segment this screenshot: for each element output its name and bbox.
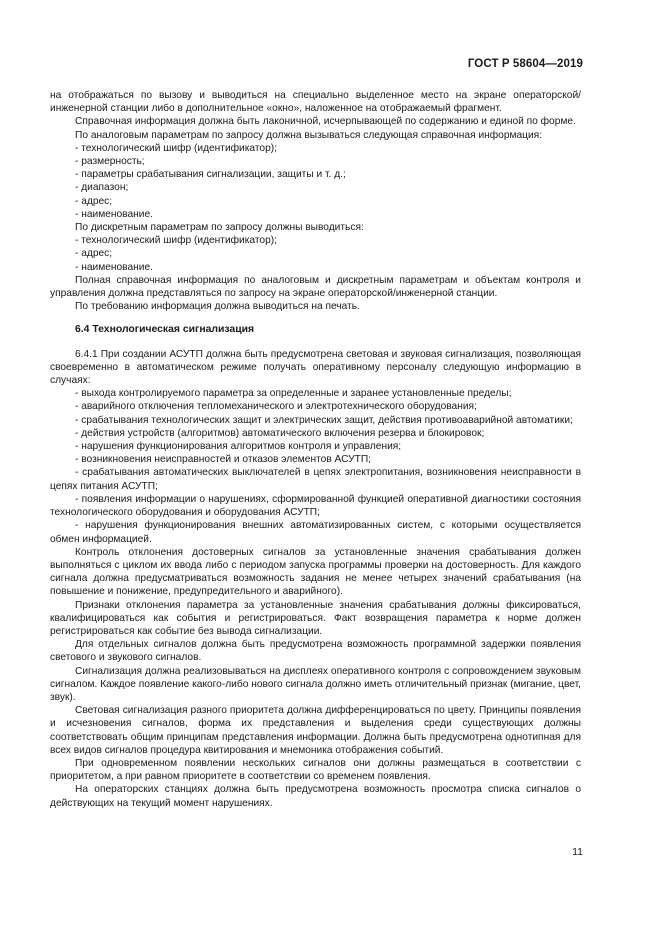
list-item: - наименование. [75, 261, 153, 273]
page-number: 11 [572, 846, 583, 858]
section-block [50, 348, 581, 810]
paragraph: Контроль отклонения достоверных сигналов за установленные значения срабатывания должен выполняться с циклом их ввода либо с периодом запуска программы проверки на достоверность. Для каждого сигнала должна предусматриваться возможность задания не менее четырех значений срабатывания (на повышение и понижение, предупредительного и аварийного). [50, 546, 581, 598]
list-item: - возникновения неисправностей и отказов элементов АСУТП; [75, 454, 371, 466]
list-item: - появления информации о нарушениях, сформированной функцией оперативной диагностики состояния технологического оборудования и оборудования АСУТП; [50, 493, 581, 519]
intro-block [50, 89, 581, 313]
paragraph: На операторских станциях должна быть предусмотрена возможность просмотра списка сигналов о действующих на текущий момент нарушениях. [50, 784, 581, 809]
paragraph: Световая сигнализация разного приоритета должна дифференцироваться по цвету. Принципы появления и исчезновения сигналов, форма их представления и выделения среди существующих должны соответствовать общим принципам представления информации. Должна быть предусмотрена однотипная для всех видов сигналов процедура квитирования и мнемоника отображения событий. [50, 705, 581, 756]
list-item: - параметры срабатывания сигнализации, защиты и т. д.; [75, 169, 346, 181]
list-item: - диапазон; [75, 182, 129, 194]
list-item: - выхода контролируемого параметра за определенные и заранее установленные пределы; [75, 388, 512, 400]
paragraph: При одновременном появлении нескольких сигналов они должны размещаться в соответствии с приоритетом, а при равном приоритете в соответствии со временем появления. [50, 757, 581, 783]
list-item: - технологический шифр (идентификатор); [75, 235, 277, 247]
list-item: - нарушения функционирования внешних автоматизированных систем, с которыми осуществляется обмен информацией. [50, 520, 581, 545]
list-item: - наименование. [75, 208, 153, 220]
list-item: - технологический шифр (идентификатор); [75, 142, 277, 154]
section-title: 6.4 Технологическая сигнализация [75, 324, 255, 336]
list-item: - аварийного отключения тепломеханического и электротехнического оборудования; [75, 401, 477, 413]
paragraph: Сигнализация должна реализовываться на дисплеях оперативного контроля с сопровождением звуковым сигналом. Каждое появление какого-либо нового сигнала должно иметь отличительный признак (мигание, цвет, звук). [50, 665, 581, 703]
list-item: - адрес; [75, 248, 113, 260]
paragraph: Для отдельных сигналов должна быть предусмотрена возможность программной задержки появления светового и звукового сигналов. [50, 639, 581, 664]
list-item: - нарушения функционирования алгоритмов контроля и управления; [75, 441, 402, 453]
paragraph: 6.4.1 При создании АСУТП должна быть предусмотрена световая и звуковая сигнализация, позволяющая своевременно в автоматическом режиме получать оперативному персоналу следующую информацию в случаях: [50, 348, 581, 387]
document-number: ГОСТ Р 58604—2019 [467, 58, 583, 70]
paragraph: Полная справочная информация по аналоговым и дискретным параметрам и объектам контроля и управления должна представляться по запросу на экране операторской/инженерной станции. [50, 274, 581, 300]
page-body [50, 89, 581, 810]
paragraph: на отображаться по вызову и выводиться на специально выделенное место на экране операторской/инженерной станции либо в дополнительное «окно», наложенное на отображаемый фрагмент. [50, 90, 581, 115]
list-item: - размерность; [75, 156, 145, 168]
paragraph: По аналоговым параметрам по запросу должна вызываться следующая справочная информация: [75, 129, 543, 141]
paragraph: По дискретным параметрам по запросу должны выводиться: [75, 222, 364, 234]
list-item: - срабатывания технологических защит и электрических защит, действия противоаварийной автоматики; [75, 414, 573, 426]
paragraph: По требованию информация должна выводиться на печать. [75, 301, 360, 313]
paragraph: Справочная информация должна быть лаконичной, исчерпывающей по содержанию и единой по форме. [75, 116, 576, 128]
list-item: - срабатывания автоматических выключателей в цепях электропитания, возникновения неисправности в цепях питания АСУТП; [50, 467, 581, 492]
list-item: - действия устройств (алгоритмов) автоматического включения резерва и блокировок; [75, 427, 485, 439]
list-item: - адрес; [75, 195, 113, 207]
paragraph: Признаки отклонения параметра за установленные значения срабатывания должны фиксироваться, квалифицироваться как события и регистрироваться. Факт возвращения параметра к норме должен регистрироваться как событие без вывода сигнализации. [50, 599, 581, 637]
